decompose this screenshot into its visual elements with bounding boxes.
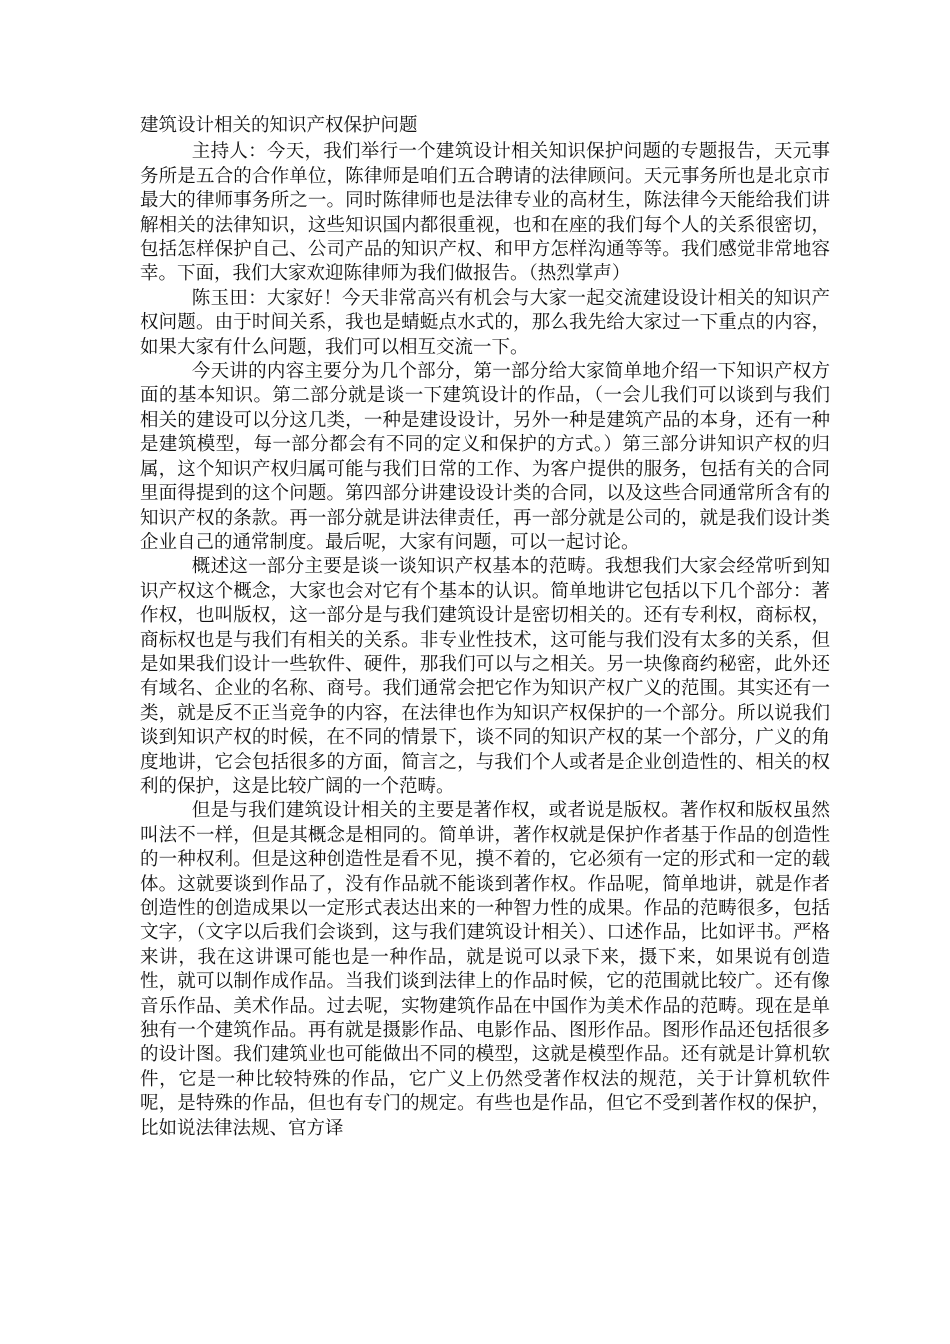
paragraph-outline: 今天讲的内容主要分为几个部分，第一部分给大家简单地介绍一下知识产权方面的基本知识。第二部分就是谈一下建筑设计的作品，（一会儿我们可以谈到与我们相关的建设可以分这几类，一种是建设设计，另外一种是建筑产品的本身，还有一种是建筑模型，每一部分都会有不同的定义和保护的方式。）第三部分讲知识产权的归属，这个知识产权归属可能与我们日常的工作、为客户提供的服务，包括有关的合同里面得提到的这个问题。第四部分讲建设设计类的合同，以及这些合同通常所含有的知识产权的条款。再一部分就是讲法律责任，再一部分就是公司的，就是我们设计类企业自己的通常制度。最后呢，大家有问题，可以一起讨论。 <box>140 361 830 553</box>
document-body <box>140 114 830 1141</box>
paragraph-host-intro: 主持人：今天，我们举行一个建筑设计相关知识保护问题的专题报告，天元事务所是五合的合作单位，陈律师是咱们五合聘请的法律顾问。天元事务所也是北京市最大的律师事务所之一。同时陈律师也是法律专业的高材生，陈法律今天能给我们讲解相关的法律知识，这些知识国内都很重视，也和在座的我们每个人的关系很密切，包括怎样保护自己、公司产品的知识产权、和甲方怎样沟通等等。我们感觉非常地容幸。下面，我们大家欢迎陈律师为我们做报告。（热烈掌声） <box>140 141 830 285</box>
paragraph-speaker-greeting: 陈玉田：大家好！今天非常高兴有机会与大家一起交流建设设计相关的知识产权问题。由于时间关系，我也是蜻蜓点水式的，那么我先给大家过一下重点的内容，如果大家有什么问题，我们可以相互交流一下。 <box>140 287 830 358</box>
paragraph-overview: 概述这一部分主要是谈一谈知识产权基本的范畴。我想我们大家会经常听到知识产权这个概念，大家也会对它有个基本的认识。简单地讲它包括以下几个部分：著作权，也叫版权，这一部分是与我们建筑设计是密切相关的。还有专利权，商标权，商标权也是与我们有相关的关系。非专业性技术，这可能与我们没有太多的关系，但是如果我们设计一些软件、硬件，那我们可以与之相关。另一块像商约秘密，此外还有域名、企业的名称、商号。我们通常会把它作为知识产权广义的范围。其实还有一类，就是反不正当竞争的内容，在法律也作为知识产权保护的一个部分。所以说我们谈到知识产权的时候，在不同的情景下，谈不同的知识产权的某一个部分，广义的角度地讲，它会包括很多的方面，简言之，与我们个人或者是企业创造性的、相关的权利的保护，这是比较广阔的一个范畴。 <box>140 556 830 797</box>
document-title: 建筑设计相关的知识产权保护问题 <box>140 115 418 136</box>
paragraph-copyright: 但是与我们建筑设计相关的主要是著作权，或者说是版权。著作权和版权虽然叫法不一样，但是其概念是相同的。简单讲，著作权就是保护作者基于作品的创造性的一种权利。但是这种创造性是看不见，摸不着的，它必须有一定的形式和一定的载体。这就要谈到作品了，没有作品就不能谈到著作权。作品呢，简单地讲，就是作者创造性的创造成果以一定形式表达出来的一种智力性的成果。作品的范畴很多，包括文字，（文字以后我们会谈到，这与我们建筑设计相关）、口述作品，比如评书。严格来讲，我在这讲课可能也是一种作品，就是说可以录下来，摄下来，如果说有创造性，就可以制作成作品。当我们谈到法律上的作品时候，它的范围就比较广。还有像音乐作品、美术作品。过去呢，实物建筑作品在中国作为美术作品的范畴。现在是单独有一个建筑作品。再有就是摄影作品、电影作品、图形作品。图形作品还包括很多的设计图。我们建筑业也可能做出不同的模型，这就是模型作品。还有就是计算机软件，它是一种比较特殊的作品，它广义上仍然受著作权法的规范，关于计算机软件呢，是特殊的作品，但也有专门的规定。有些也是作品，但它不受到著作权的保护，比如说法律法规、官方译 <box>140 800 830 1139</box>
